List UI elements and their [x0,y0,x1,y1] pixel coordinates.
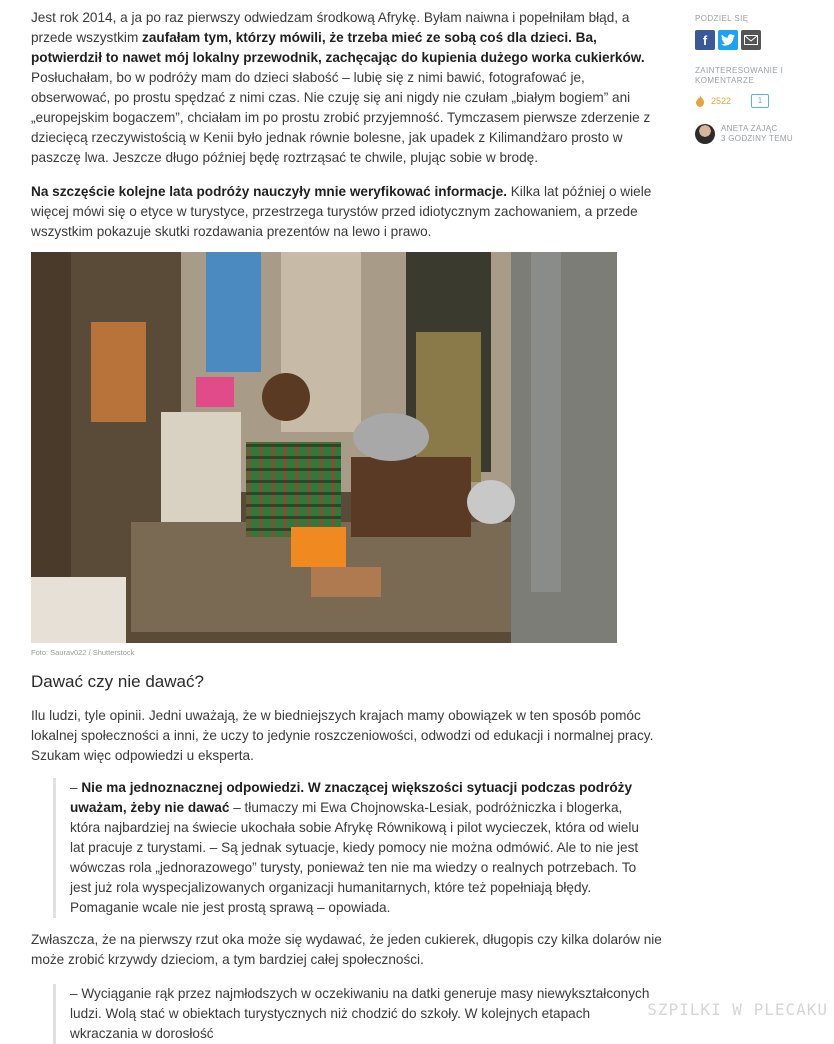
facebook-share-button[interactable] [695,30,715,50]
text-run: Jest rok 2014, a ja po raz pierwszy odwiedzam środkową Afrykę. Byłam naiwna i popełniłam błąd, a przede wszystkim [31,10,630,45]
watermark: SZPILKI W PLECAKU [647,1000,828,1019]
share-label: PODZIEL SIĘ [695,14,749,23]
article-sidebar [695,14,815,144]
author-info[interactable] [695,124,815,144]
text-run: – Wyciąganie rąk przez najmłodszych w oczekiwaniu na datki generuje masy niewykształconych ludzi. Wolą stać w obiektach turystycznych niż chodzić do szkoły. W kolejnych etapach wkraczania w dorosłość [70,986,650,1041]
section-heading: Dawać czy nie dawać? [31,672,204,691]
photo-illustration [31,252,617,643]
article-paragraph [31,182,665,242]
article-paragraph: Ilu ludzi, tyle opinii. Jedni uważają, że w biedniejszych krajach mamy obowiązek w ten sposób pomóc lokalnej społeczności a inni, że uczy to jedynie roszczeniowości, odwodzi od edukacji i normalnej pracy. Szukam więc odpowiedzi u eksperta. [31,708,654,763]
author-time: 3 GODZINY TEMU [721,134,793,143]
text-run: Kilka lat później o wiele więcej mówi się o etyce w turystyce, przestrzega turystów przed idiotycznym zachowaniem, a przede wszystkim pokazuje skutki rozdawania prezentów na lewo i prawo. [31,184,652,239]
text-run: Posłuchałam, bo w podróży mam do dzieci słabość – lubię się z nimi bawić, fotografować je, obserwować, po prostu spędzać z nimi czas. Nie czuję się ani nigdy nie czułam „białym bogiem” ani „europejskim bogaczem”, chciałam im po prostu zrobić przyjemność. Tymczasem pierwsze zderzenie z dziecięcą rzeczywistością w Kenii było jednak równie bolesne, jak upadek z Kilimandżaro prosto w paszczę lwa. Jeszcze długo później będę roztrząsać te chwile, plując sobie w brodę. [31,70,651,165]
facebook-icon: f [702,32,708,48]
blockquote [53,778,653,918]
comments-button[interactable] [751,94,769,108]
text-run: – [70,780,82,795]
engagement-stats [695,94,815,108]
bold-text: zaufałam tym, którzy mówili, że trzeba mieć ze sobą coś dla dzieci. Ba, potwierdził to nawet mój lokalny przewodnik, zachęcając do kupienia dużego worka cukierków. [31,30,645,65]
author-meta [721,124,793,144]
twitter-icon [721,34,735,46]
text-run: – tłumaczy mi Ewa Chojnowska-Lesiak, podróżniczka i blogerka, która najbardziej na świecie ukochała sobie Afrykę Równikową i pilot wycieczek, która od wielu lat pracuje z turystami. – Są jednak sytuacje, kiedy pomocy nie można odmówić. Ale to nie jest wówczas rola „jednorazowego” turysty, ponieważ ten nie ma wiedzy o realnych potrzebach. To jest już rola wyspecjalizowanych organizacji humanitarnych, które też popełniają błędy. Pomaganie wcale nie jest prostą sprawą – opowiada. [70,800,639,915]
twitter-share-button[interactable] [718,30,738,50]
fire-count: 2522 [711,96,732,106]
blockquote [53,984,653,1044]
photo-caption: Foto: Saurav022 / Shutterstock [31,648,135,657]
email-icon [744,35,758,45]
bold-text: Na szczęście kolejne lata podróży nauczyły mnie weryfikować informacje. [31,184,507,199]
author-name: ANETA ZAJĄC [721,124,778,133]
article-photo [31,252,617,643]
email-share-button[interactable] [741,30,761,50]
fire-icon [695,95,705,107]
article-paragraph [31,8,665,168]
share-buttons [695,30,815,50]
article-paragraph: Zwłaszcza, że na pierwszy rzut oka może się wydawać, że jeden cukierek, długopis czy kilka dolarów nie może zrobić krzywdy dzieciom, a tym bardziej całej społeczności. [31,932,662,967]
bold-text: Nie ma jednoznacznej odpowiedzi. W znaczącej większości sytuacji podczas podróży uważam, żeby nie dawać [70,780,633,815]
comment-count: 1 [757,96,763,105]
avatar [695,124,715,144]
engagement-label: ZAINTERESOWANIE I KOMENTARZE [695,66,784,85]
article-body [31,8,665,256]
